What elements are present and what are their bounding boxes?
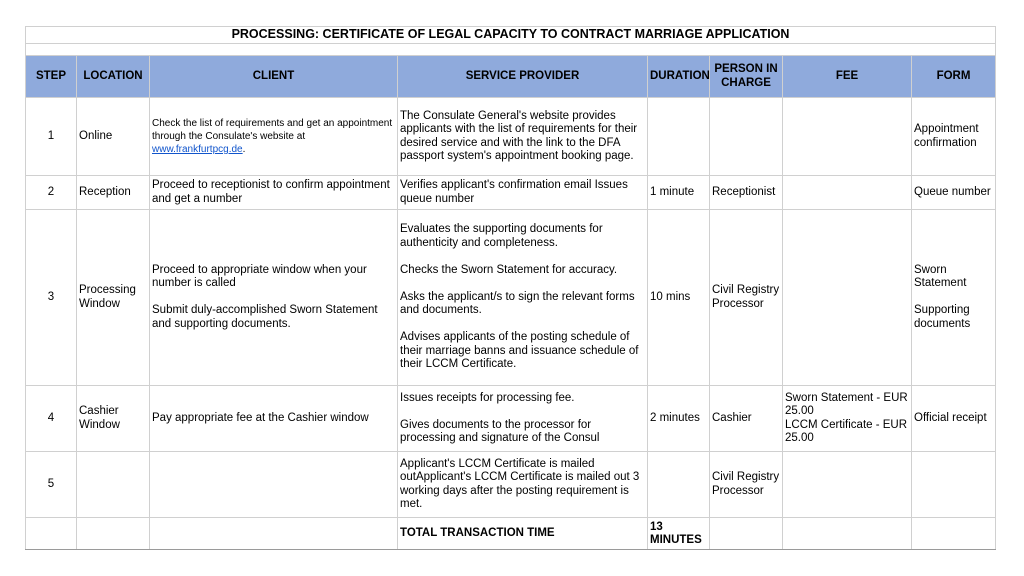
duration-cell[interactable]: 1 minute xyxy=(648,176,710,210)
spacer-row xyxy=(26,44,996,56)
header-duration[interactable]: DURATION xyxy=(648,56,710,98)
table-row xyxy=(26,176,996,210)
paragraph-gap xyxy=(400,405,645,419)
header-form[interactable]: FORM xyxy=(912,56,996,98)
header-client[interactable]: CLIENT xyxy=(150,56,398,98)
spacer-cell xyxy=(26,44,996,56)
header-row xyxy=(26,56,996,98)
service-text: Checks the Sworn Statement for accuracy. xyxy=(400,263,618,276)
client-cell[interactable] xyxy=(150,98,398,176)
service-cell[interactable] xyxy=(398,98,648,176)
empty-cell[interactable] xyxy=(150,518,398,550)
table-row xyxy=(26,386,996,452)
fee-cell[interactable] xyxy=(783,98,912,176)
total-row xyxy=(26,518,996,550)
empty-cell[interactable] xyxy=(77,518,150,550)
location-cell[interactable] xyxy=(77,452,150,518)
form-text: Appointment confirmation xyxy=(914,123,979,149)
client-text: Proceed to receptionist to confirm appointment and get a number xyxy=(152,179,390,205)
paragraph-gap xyxy=(400,277,645,291)
empty-cell[interactable] xyxy=(26,518,77,550)
spreadsheet xyxy=(25,26,995,550)
paragraph-gap xyxy=(400,250,645,264)
client-text-suffix: . xyxy=(242,144,246,155)
paragraph-gap xyxy=(914,291,993,305)
form-cell[interactable] xyxy=(912,98,996,176)
process-table xyxy=(25,26,996,550)
empty-cell[interactable] xyxy=(783,518,912,550)
header-service-provider[interactable]: SERVICE PROVIDER xyxy=(398,56,648,98)
step-cell[interactable]: 5 xyxy=(26,452,77,518)
form-text: Official receipt xyxy=(914,411,987,424)
fee-text: Sworn Statement - EUR 25.00 xyxy=(785,391,908,417)
client-cell[interactable] xyxy=(150,176,398,210)
person-cell[interactable] xyxy=(710,98,783,176)
empty-cell[interactable] xyxy=(912,518,996,550)
table-row xyxy=(26,452,996,518)
person-cell[interactable]: Civil Registry Processor xyxy=(710,210,783,386)
fee-cell[interactable] xyxy=(783,210,912,386)
total-time[interactable]: 13 MINUTES xyxy=(648,518,710,550)
step-cell[interactable]: 4 xyxy=(26,386,77,452)
location-cell[interactable]: Reception xyxy=(77,176,150,210)
person-cell[interactable]: Receptionist xyxy=(710,176,783,210)
service-text: Asks the applicant/s to sign the relevant forms and documents. xyxy=(400,290,635,317)
step-cell[interactable]: 3 xyxy=(26,210,77,386)
form-cell[interactable] xyxy=(912,210,996,386)
duration-cell[interactable] xyxy=(648,452,710,518)
fee-cell[interactable] xyxy=(783,176,912,210)
empty-cell[interactable] xyxy=(710,518,783,550)
person-cell[interactable]: Civil Registry Processor xyxy=(710,452,783,518)
form-cell[interactable] xyxy=(912,452,996,518)
client-text: Check the list of requirements and get an appointment through the Consulate's website at xyxy=(152,118,393,142)
client-text: Pay appropriate fee at the Cashier window xyxy=(152,411,369,424)
total-label[interactable]: TOTAL TRANSACTION TIME xyxy=(398,518,648,550)
title-row xyxy=(26,27,996,44)
form-cell[interactable] xyxy=(912,176,996,210)
fee-cell[interactable] xyxy=(783,452,912,518)
location-cell[interactable]: Online xyxy=(77,98,150,176)
fee-cell[interactable] xyxy=(783,386,912,452)
paragraph-gap xyxy=(400,318,645,332)
form-text: Queue number xyxy=(914,185,991,198)
service-text: Issues receipts for processing fee. xyxy=(400,391,575,404)
client-text: Proceed to appropriate window when your number is called xyxy=(152,263,367,290)
client-text: Submit duly-accomplished Sworn Statement and supporting documents. xyxy=(152,304,378,330)
service-text: Gives documents to the processor for processing and signature of the Consul xyxy=(400,418,600,444)
step-cell[interactable]: 2 xyxy=(26,176,77,210)
fee-text: LCCM Certificate - EUR 25.00 xyxy=(785,418,908,444)
service-cell[interactable] xyxy=(398,452,648,518)
header-step[interactable]: STEP xyxy=(26,56,77,98)
service-text: The Consulate General's website provides applicants with the list of requirements for their desired service and with the link to the DFA passport system's appointment booking page. xyxy=(400,109,638,162)
service-text: Verifies applicant's confirmation email Issues queue number xyxy=(400,179,628,205)
client-cell[interactable] xyxy=(150,452,398,518)
service-cell[interactable] xyxy=(398,210,648,386)
service-text: Advises applicants of the posting schedule of their marriage banns and issuance schedule of their LCCM Certificate. xyxy=(400,331,639,371)
duration-cell[interactable]: 2 minutes xyxy=(648,386,710,452)
form-text: Supporting documents xyxy=(914,304,971,330)
service-text: Evaluates the supporting documents for authenticity and completeness. xyxy=(400,223,603,249)
consulate-website-link[interactable]: www.frankfurtpcg.de xyxy=(152,144,243,155)
header-location[interactable]: LOCATION xyxy=(77,56,150,98)
duration-cell[interactable] xyxy=(648,98,710,176)
header-person-in-charge[interactable]: PERSON IN CHARGE xyxy=(710,56,783,98)
client-cell[interactable] xyxy=(150,386,398,452)
duration-cell[interactable]: 10 mins xyxy=(648,210,710,386)
step-cell[interactable]: 1 xyxy=(26,98,77,176)
service-cell[interactable] xyxy=(398,176,648,210)
form-cell[interactable] xyxy=(912,386,996,452)
page-title: PROCESSING: CERTIFICATE OF LEGAL CAPACITY TO CONTRACT MARRIAGE APPLICATION xyxy=(26,27,996,44)
header-fee[interactable]: FEE xyxy=(783,56,912,98)
person-cell[interactable]: Cashier xyxy=(710,386,783,452)
table-row xyxy=(26,210,996,386)
client-cell[interactable] xyxy=(150,210,398,386)
paragraph-gap xyxy=(152,291,395,305)
location-cell[interactable]: Processing Window xyxy=(77,210,150,386)
table-row xyxy=(26,98,996,176)
form-text: Sworn Statement xyxy=(914,263,967,290)
service-cell[interactable] xyxy=(398,386,648,452)
location-cell[interactable]: Cashier Window xyxy=(77,386,150,452)
service-text: Applicant's LCCM Certificate is mailed outApplicant's LCCM Certificate is mailed out 3 working days after the posting requirement is met. xyxy=(400,457,640,510)
